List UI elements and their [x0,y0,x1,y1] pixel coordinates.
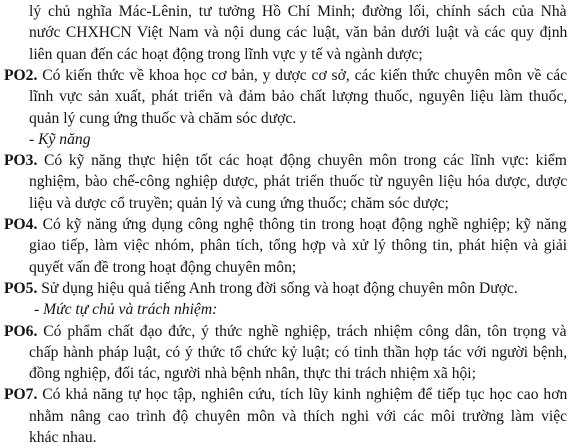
po6-line: đồng nghiệp, đối tác, người nhà bệnh nhân, thực thi trách nhiệm xã hội; [29,365,476,382]
po5-code: PO5. [4,280,38,297]
po4-code: PO4. [4,216,38,233]
po7-line: nhằm nâng cao trình độ chuyên môn và thích nghi với các môi trường làm việc [29,408,568,425]
po6-first-line [4,322,567,341]
po4-first-line [4,215,567,234]
intro-line: lý chủ nghĩa Mác-Lênin, tư tưởng Hồ Chí Minh; đường lối, chính sách của Nhà [29,3,567,20]
po7-code: PO7. [4,386,38,403]
po7-line: khác nhau. [29,429,97,446]
po7-text: Có khả năng tự học tập, nghiên cứu, tích lũy kinh nghiệm để tiếp tục học cao hơn [37,386,568,403]
po3-line: nghiệm, bào chế-công nghiệp dược, phát triển thuốc từ nguyên liệu hóa dược, dược [29,173,568,190]
po2-code: PO2. [4,67,38,84]
po2-line: lĩnh vực sản xuất, phát triển và đảm bảo chất lượng thuốc, nguyên liệu làm thuốc, [29,88,568,105]
po2-line: quản lý cung ứng thuốc và chăm sóc dược. [29,110,297,127]
po4-line: quyết vấn đề trong hoạt động chuyên môn; [29,259,297,276]
po6-code: PO6. [4,323,38,340]
po5-first-line [4,279,518,298]
po3-code: PO3. [4,152,38,169]
po7-first-line [4,385,567,404]
po3-first-line [4,151,567,170]
po4-line: giao tiếp, làm việc nhóm, phân tích, tổng hợp và xử lý thông tin, phát hiện và giải [29,237,568,254]
po5-text: Sử dụng hiệu quả tiếng Anh trong đời sống và hoạt động chuyên môn Dược. [37,280,518,297]
po3-line: liệu và dược cổ truyền; quản lý và cung ứng thuốc; chăm sóc dược; [29,195,449,212]
po6-text: Có phẩm chất đạo đức, ý thức nghề nghiệp, trách nhiệm công dân, tôn trọng và [37,323,567,340]
intro-line: nước CHXHCN Việt Nam và nội dung các luật, văn bản dưới luật và các quy định [29,24,568,41]
po6-line: chấp hành pháp luật, có ý thức tổ chức kỷ luật; có tinh thần hợp tác với người bệnh, [29,344,568,361]
po2-first-line [4,66,567,85]
intro-line: liên quan đến các hoạt động trong lĩnh vực y tế và ngành dược; [29,46,423,63]
po3-text: Có kỹ năng thực hiện tốt các hoạt động chuyên môn trong các lĩnh vực: kiểm [37,152,567,169]
po4-text: Có kỹ năng ứng dụng công nghệ thông tin trong hoạt động nghề nghiệp; kỹ năng [37,216,567,233]
autonomy-heading: - Mức tự chủ và trách nhiệm: [34,301,218,318]
skills-heading: - Kỹ năng [29,131,91,148]
po2-text: Có kiến thức về khoa học cơ bản, y dược cơ sở, các kiến thức chuyên môn về các [37,67,568,84]
